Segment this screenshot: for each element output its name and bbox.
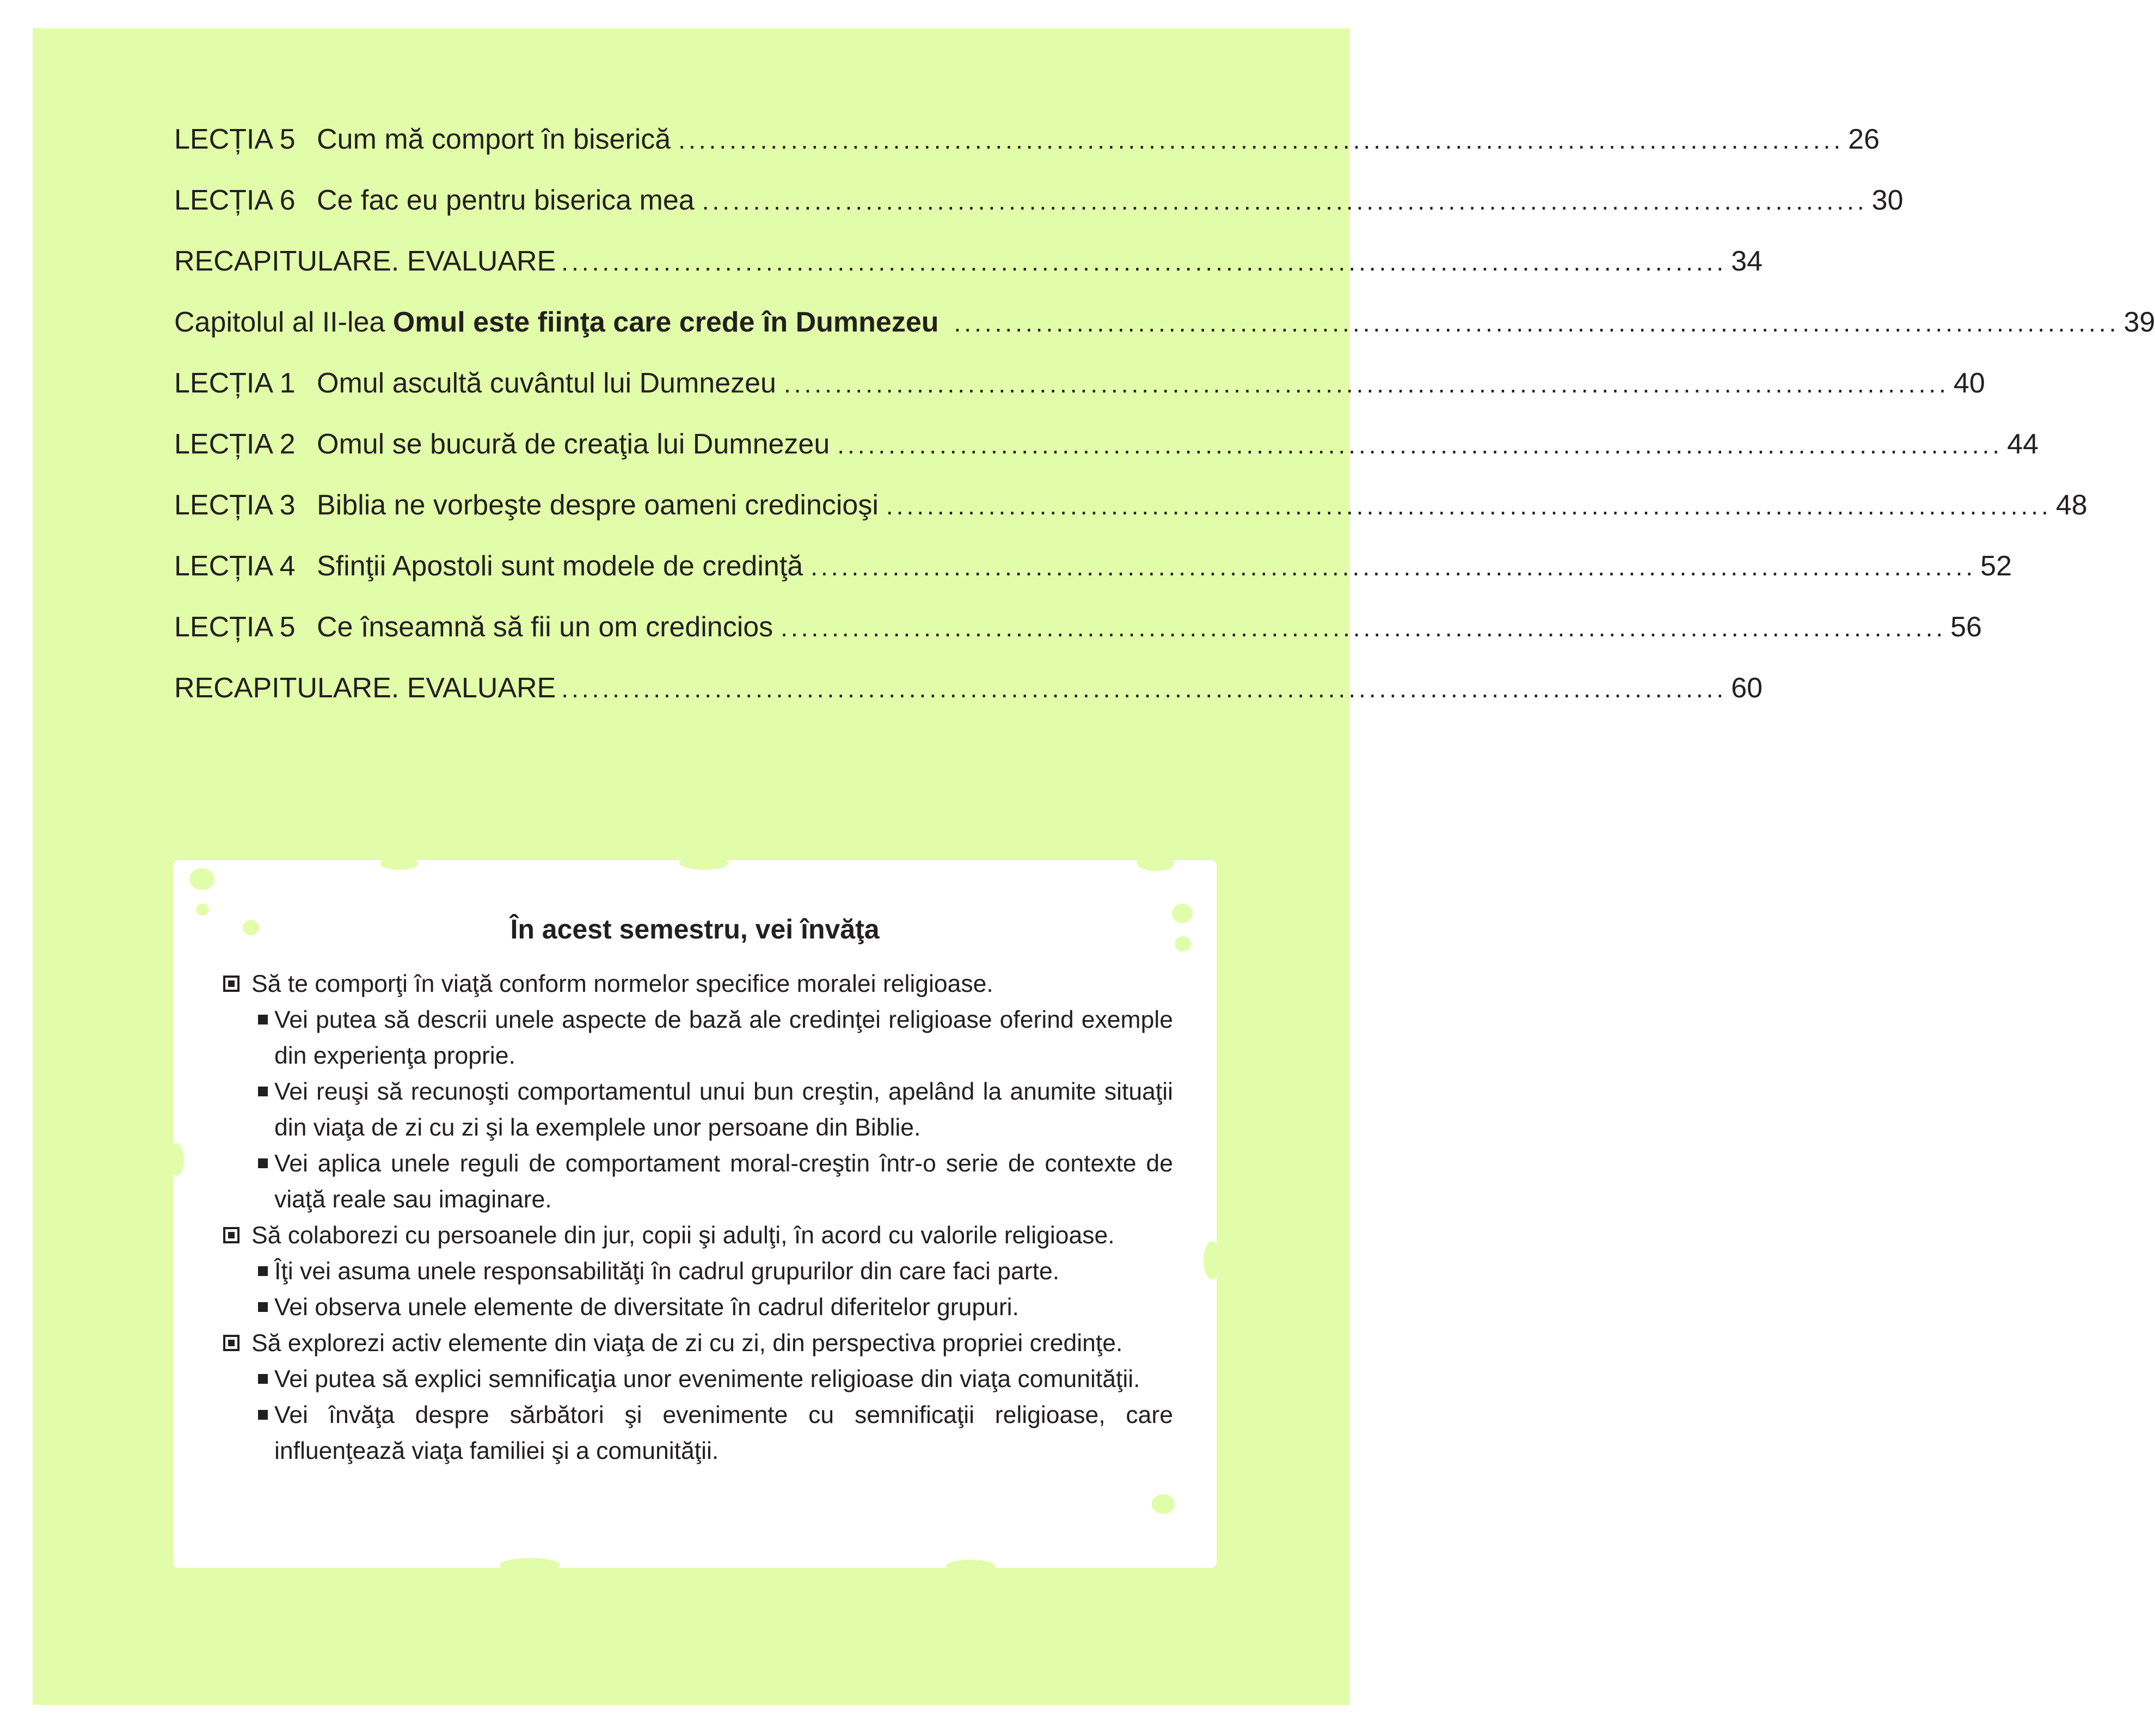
decorative-blob [946, 1560, 995, 1573]
objective-goal-text: Să explorezi activ elemente din viaţa de zi cu zi, din perspectiva propriei credinţe. [251, 1330, 1123, 1357]
table-of-contents [174, 120, 2155, 729]
decorative-blob [500, 1558, 560, 1572]
decorative-blob [170, 1143, 184, 1176]
filled-square-bullet-icon [258, 1410, 268, 1420]
toc-chapter-title [174, 303, 939, 342]
decorative-blob [1152, 1494, 1175, 1514]
objectives-box [173, 860, 1217, 1568]
toc-entry-title: RECAPITULARE. EVALUARE [174, 246, 556, 277]
toc-entry-title: Ce înseamnă să fii un om credincios [317, 611, 773, 643]
toc-chapter-entry[interactable] [174, 303, 2155, 364]
filled-square-bullet-icon [258, 1015, 268, 1025]
objective-item [223, 1002, 1173, 1074]
toc-entry-title: RECAPITULARE. EVALUARE [174, 672, 556, 704]
toc-entry-label: LECȚIA 1 [174, 367, 296, 399]
toc-entry[interactable] [174, 364, 1985, 425]
filled-square-bullet-icon [258, 1302, 268, 1312]
objective-item [223, 1254, 1173, 1290]
toc-entry-page: 48 [2055, 489, 2088, 521]
toc-entry-title: Biblia ne vorbeşte despre oameni credincioşi [317, 489, 879, 521]
objective-item-text: Vei observa unele elemente de diversitate în cadrul diferitelor grupuri. [274, 1294, 1019, 1321]
toc-entry-page: 52 [1980, 550, 2012, 582]
toc-entry-title: Cum mă comport în biserică [317, 124, 671, 155]
toc-dot-leader: .................................................................................................................. [783, 370, 1949, 398]
toc-entry[interactable] [174, 242, 1763, 303]
toc-entry-page: 26 [1848, 124, 1880, 155]
filled-square-bullet-icon [258, 1266, 268, 1276]
objective-item-text: Vei învăţa despre sărbători şi evenimente cu semnificaţii religioase, care influenţează viaţa familiei şi a comunităţii. [274, 1402, 1173, 1464]
objective-goal [223, 966, 1173, 1002]
toc-entry[interactable] [174, 181, 1904, 242]
toc-entry-label: LECȚIA 5 [174, 124, 296, 155]
objective-item [223, 1146, 1173, 1218]
objective-item [223, 1290, 1173, 1326]
toc-entry-title: Omul ascultă cuvântul lui Dumnezeu [317, 367, 776, 399]
decorative-blob [1137, 855, 1175, 871]
toc-entry-label: LECȚIA 5 [174, 611, 296, 643]
objective-item-text: Vei putea să descrii unele aspecte de bază ale credinţei religioase oferind exemple din experienţa proprie. [274, 1007, 1173, 1069]
toc-dot-leader: .................................................................................................................. [837, 431, 2003, 459]
objectives-list [223, 966, 1173, 1469]
objective-item [223, 1074, 1173, 1146]
toc-entry-page: 30 [1871, 185, 1904, 216]
objective-item-text: Vei aplica unele reguli de comportament moral-creştin într-o serie de contexte de viaţă reale sau imaginare. [274, 1150, 1173, 1213]
toc-entry-label: LECȚIA 2 [174, 428, 296, 460]
objective-item [223, 1361, 1173, 1397]
objectives-title: În acest semestru, vei învăţa [510, 914, 880, 944]
toc-entry-label: LECȚIA 4 [174, 550, 296, 582]
toc-entry-label: LECȚIA 3 [174, 489, 296, 521]
objective-goal-text: Să te comporţi în viaţă conform normelor specifice moralei religioase. [251, 971, 993, 997]
objective-goal [223, 1326, 1173, 1361]
objective-item-text: Vei reuşi să recunoşti comportamentul unui bun creştin, apelând la anumite situaţii din viaţa de zi cu zi şi la exemplele unor persoane din Biblie. [274, 1078, 1173, 1141]
toc-entry-title: Ce fac eu pentru biserica mea [317, 185, 695, 216]
objective-goal-text: Să colaborezi cu persoanele din jur, copii şi adulţi, în acord cu valorile religioase. [251, 1222, 1115, 1249]
square-target-icon [223, 1227, 240, 1243]
toc-dot-leader: .................................................................................................................. [561, 674, 1727, 703]
toc-chapter-prefix: Capitolul al II-lea [174, 306, 393, 338]
filled-square-bullet-icon [258, 1158, 268, 1168]
toc-dot-leader: .................................................................................................................. [702, 187, 1868, 215]
square-target-icon [223, 976, 240, 992]
decorative-blob [380, 857, 418, 870]
toc-entry-page: 34 [1731, 246, 1763, 277]
toc-entry[interactable] [174, 120, 1880, 181]
toc-entry-page: 56 [1950, 611, 1982, 643]
toc-dot-leader: .................................................................................................................. [781, 614, 1947, 642]
toc-dot-leader: .................................................................................................................. [954, 309, 2120, 337]
filled-square-bullet-icon [258, 1374, 268, 1384]
objective-item [223, 1397, 1173, 1469]
toc-entry-title: Omul se bucură de creaţia lui Dumnezeu [317, 428, 830, 460]
square-target-icon [223, 1335, 240, 1351]
toc-dot-leader: .................................................................................................................. [561, 248, 1727, 276]
toc-entry-page: 60 [1731, 672, 1763, 704]
toc-entry-title: Sfinţii Apostoli sunt modele de credinţă [317, 550, 803, 582]
toc-entry-page: 39 [2123, 306, 2155, 338]
toc-dot-leader: .................................................................................................................. [678, 126, 1844, 154]
objective-goal [223, 1218, 1173, 1254]
toc-entry[interactable] [174, 668, 1763, 729]
objective-item-text: Vei putea să explici semnificaţia unor evenimente religioase din viaţa comunităţii. [274, 1366, 1140, 1393]
toc-dot-leader: .................................................................................................................. [811, 553, 1976, 581]
toc-dot-leader: .................................................................................................................. [886, 492, 2052, 520]
toc-entry-page: 40 [1953, 367, 1985, 399]
toc-entry[interactable] [174, 425, 2039, 486]
toc-chapter-name: Omul este fiinţa care crede în Dumnezeu [392, 306, 939, 338]
toc-entry[interactable] [174, 547, 2012, 608]
decorative-blob [1204, 1241, 1220, 1279]
toc-entry-page: 44 [2007, 428, 2039, 460]
decorative-blob [679, 856, 728, 870]
objective-item-text: Îţi vei asuma unele responsabilităţi în cadrul grupurilor din care faci parte. [274, 1258, 1060, 1285]
decorative-blob [189, 868, 214, 890]
toc-entry-label: LECȚIA 6 [174, 185, 296, 216]
toc-entry[interactable] [174, 486, 2088, 547]
toc-entry[interactable] [174, 608, 1982, 668]
filled-square-bullet-icon [258, 1087, 268, 1096]
